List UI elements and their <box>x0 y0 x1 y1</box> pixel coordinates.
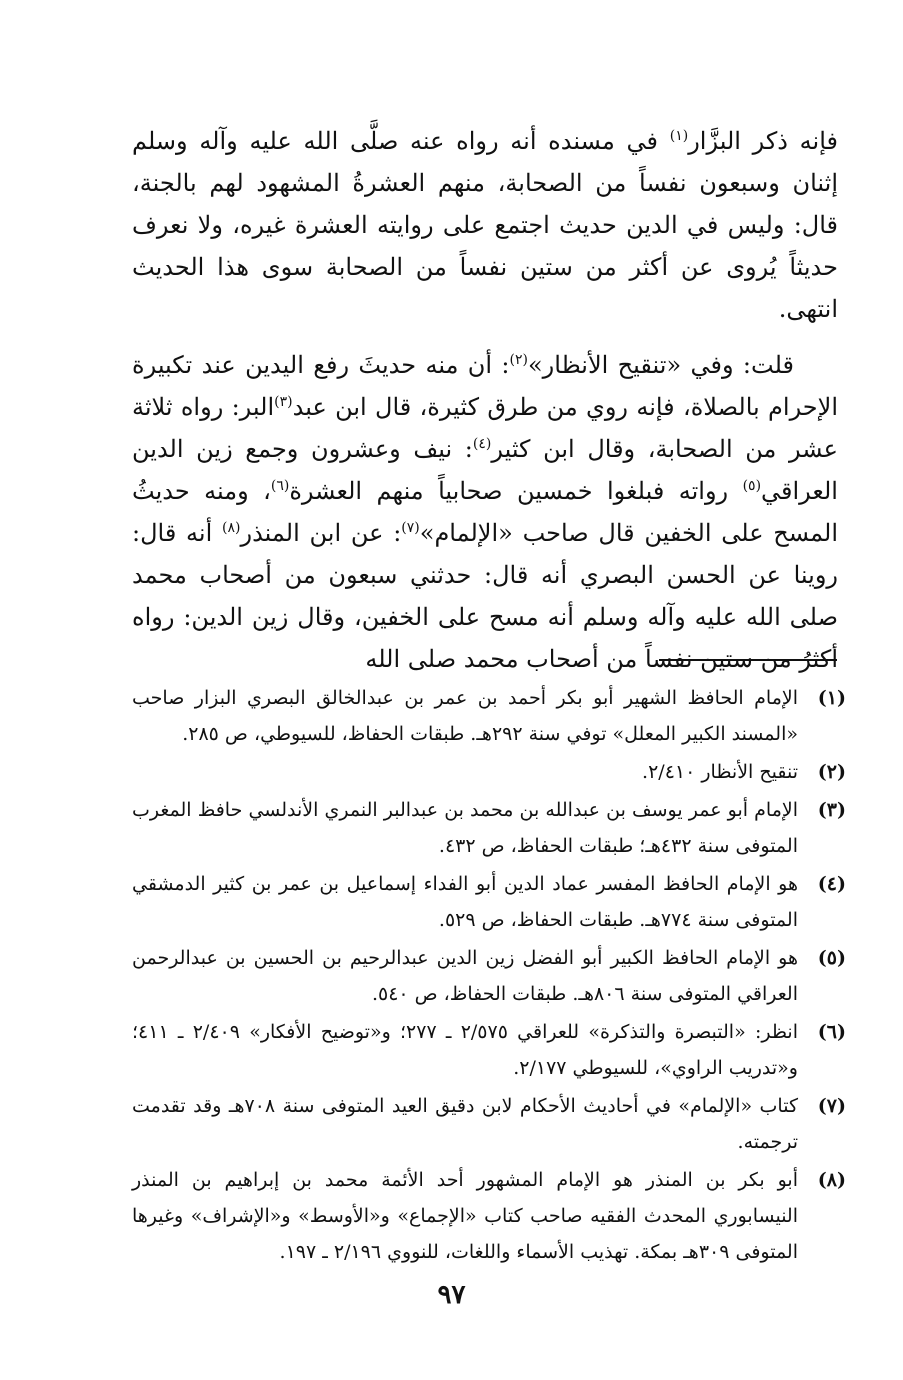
footnote-text: الإمام أبو عمر يوسف بن عبدالله بن محمد بن عبدالبر النمري الأندلسي حافظ المغرب المتوفى سنة ٤٣٢هـ؛ طبقات الحفاظ، ص ٤٣٢. <box>132 799 798 857</box>
footnote-number: (٦) <box>817 1021 846 1043</box>
footnote-item <box>132 866 846 938</box>
footnote-item <box>132 792 846 864</box>
footnote-number: (٣) <box>817 799 846 821</box>
footnote-text: أبو بكر بن المنذر هو الإمام المشهور أحد الأئمة محمد بن إبراهيم بن المنذر النيسابوري المحدث الفقيه صاحب كتاب «الإجماع» و«الأوسط» و«الإشراف» وغيرها المتوفى ٣٠٩هـ بمكة. تهذيب الأسماء واللغات، للنووي ٢/١٩٦ ـ ١٩٧. <box>132 1169 798 1263</box>
page-number: ٩٧ <box>437 1280 466 1310</box>
text-run: في مسنده أنه رواه عنه صلَّى الله عليه وآله وسلم إثنان وسبعون نفساً من الصحابة، منهم العشرةُ المشهود لهم بالجنة، قال: وليس في الدين حديث اجتمع على روايته العشرة غيره، ولا نعرف حديثاً يُروى عن أكثر من ستين نفساً من الصحابة سوى هذا الحديث انتهى. <box>132 127 838 323</box>
text-run: ، ومنه حديثُ المسح على الخفين قال صاحب «الإلمام» <box>132 477 839 547</box>
footnote-number: (٢) <box>817 761 846 783</box>
footnote-marker: (٣) <box>274 394 293 410</box>
footnote-item <box>132 754 846 790</box>
footnote-marker: (٤) <box>472 436 492 452</box>
text-run: : عن ابن المنذر <box>240 519 402 547</box>
footnote-text: انظر: «التبصرة والتذكرة» للعراقي ٢/٥٧٥ ـ ٢٧٧؛ و«توضيح الأفكار» ٢/٤٠٩ ـ ٤١١؛ و«تدريب الراوي»، للسيوطي ٢/١٧٧. <box>132 1021 798 1079</box>
footnote-item <box>132 1014 846 1086</box>
footnote-separator-line <box>659 659 837 661</box>
text-run: : أن منه حديثَ رفع اليدين عند تكبيرة الإحرام بالصلاة، فإنه روي من طرق كثيرة، قال ابن عبد <box>132 351 838 421</box>
footnote-number: (١) <box>817 687 846 709</box>
footnote-number: (٤) <box>817 873 846 895</box>
text-run: فإنه ذكر البزَّار <box>688 127 839 155</box>
text-run: : نيف وعشرون وجمع زين الدين العراقي <box>132 435 838 505</box>
footnote-number: (٧) <box>817 1095 846 1117</box>
footnote-marker: (٥) <box>742 478 762 494</box>
footnote-item <box>132 680 846 752</box>
footnote-marker: (٦) <box>270 478 290 494</box>
footnote-text: هو الإمام الحافظ المفسر عماد الدين أبو الفداء إسماعيل بن عمر بن كثير الدمشقي المتوفى سنة ٧٧٤هـ. طبقات الحفاظ، ص ٥٢٩. <box>132 873 798 931</box>
footnotes-list <box>132 680 846 1272</box>
paragraph-1 <box>132 120 838 330</box>
footnote-marker: (١) <box>669 128 689 144</box>
paragraph-2 <box>132 344 838 680</box>
footnote-marker: (٨) <box>222 520 241 536</box>
footnote-number: (٨) <box>817 1169 846 1191</box>
text-run: أنه قال: روينا عن الحسن البصري أنه قال: حدثني سبعون من أصحاب محمد صلى الله عليه وآله وسلم أنه مسح على الخفين، وقال زين الدين: رواه أكثرُ من ستين نفساً من أصحاب محمد صلى الله <box>132 519 838 673</box>
footnote-marker: (٧) <box>401 520 420 536</box>
footnote-item <box>132 1088 846 1160</box>
footnote-marker: (٢) <box>509 352 528 368</box>
footnote-text: تنقيح الأنظار ٢/٤١٠. <box>642 761 798 783</box>
footnote-item <box>132 940 846 1012</box>
text-run: رواته فبلغوا خمسين صحابياً منهم العشرة <box>289 477 743 505</box>
text-run: قلت: وفي «تنقيح الأنظار» <box>528 351 794 379</box>
footnote-text: الإمام الحافظ الشهير أبو بكر أحمد بن عمر بن عبدالخالق البصري البزار صاحب «المسند الكبير المعلل» توفي سنة ٢٩٢هـ. طبقات الحفاظ، للسيوطي، ص ٢٨٥. <box>132 687 798 745</box>
footnote-item <box>132 1162 846 1270</box>
footnote-number: (٥) <box>817 947 846 969</box>
main-text-block <box>132 120 838 694</box>
footnote-text: كتاب «الإلمام» في أحاديث الأحكام لابن دقيق العيد المتوفى سنة ٧٠٨هـ وقد تقدمت ترجمته. <box>132 1095 798 1153</box>
footnote-text: هو الإمام الحافظ الكبير أبو الفضل زين الدين عبدالرحيم بن الحسين بن عبدالرحمن العراقي المتوفى سنة ٨٠٦هـ. طبقات الحفاظ، ص ٥٤٠. <box>132 947 798 1005</box>
text-run: البر: رواه ثلاثة عشر من الصحابة، وقال ابن كثير <box>132 393 838 463</box>
